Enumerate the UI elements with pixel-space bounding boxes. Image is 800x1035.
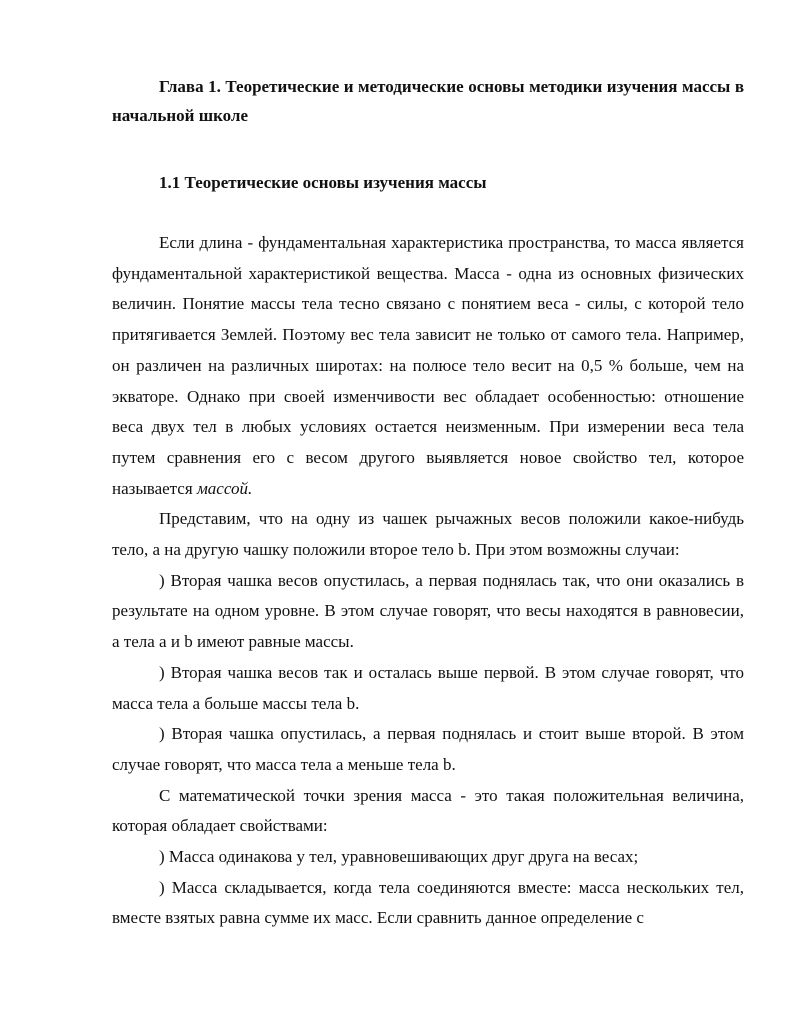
paragraph: Представим, что на одну из чашек рычажных весов положили какое-нибудь тело, а на другую чашку положили второе тело b. При этом возможны случаи:	[112, 509, 744, 560]
section-title: 1.1 Теоретические основы изучения массы	[159, 173, 487, 192]
paragraph: С математической точки зрения масса - это такая положительная величина, которая обладает свойствами:	[112, 785, 744, 836]
paragraph-text: Если длина - фундаментальная характеристика пространства, то масса является фундаментальной характеристикой вещества. Масса - одна из основных физических величин. Понятие массы тела тесно связано с понятием веса - силы, с которой тело притягивается Землей. Поэтому вес тела зависит не только от самого тела. Например, он различен на различных широтах: на полюсе тело весит на 0,5 % больше, чем на экваторе. Однако при своей изменчивости вес обладает особенностью: отношение веса двух тел в любых условиях остается неизменным. При измерении веса тела путем сравнения его с весом другого выявляется новое свойство тел, которое называется	[112, 233, 744, 498]
italic-term: массой.	[196, 478, 253, 498]
body-text	[112, 228, 744, 934]
paragraph	[112, 228, 744, 504]
paragraph: ) Масса одинакова у тел, уравновешивающих друг друга на весах;	[159, 847, 639, 867]
paragraph: ) Вторая чашка весов так и осталась выше первой. В этом случае говорят, что масса тела a больше массы тела b.	[112, 662, 744, 713]
chapter-title: Глава 1. Теоретические и методические основы методики изучения массы в начальной школе	[112, 77, 744, 125]
paragraph: ) Вторая чашка опустилась, а первая поднялась и стоит выше второй. В этом случае говорят, что масса тела a меньше тела b.	[112, 724, 744, 774]
paragraph: ) Вторая чашка весов опустилась, а первая поднялась так, что они оказались в результате на одном уровне. В этом случае говорят, что весы находятся в равновесии, а тела a и b имеют равные массы.	[112, 570, 744, 652]
paragraph: ) Масса складывается, когда тела соединяются вместе: масса нескольких тел, вместе взятых равна сумме их масс. Если сравнить данное определение с	[112, 877, 744, 928]
